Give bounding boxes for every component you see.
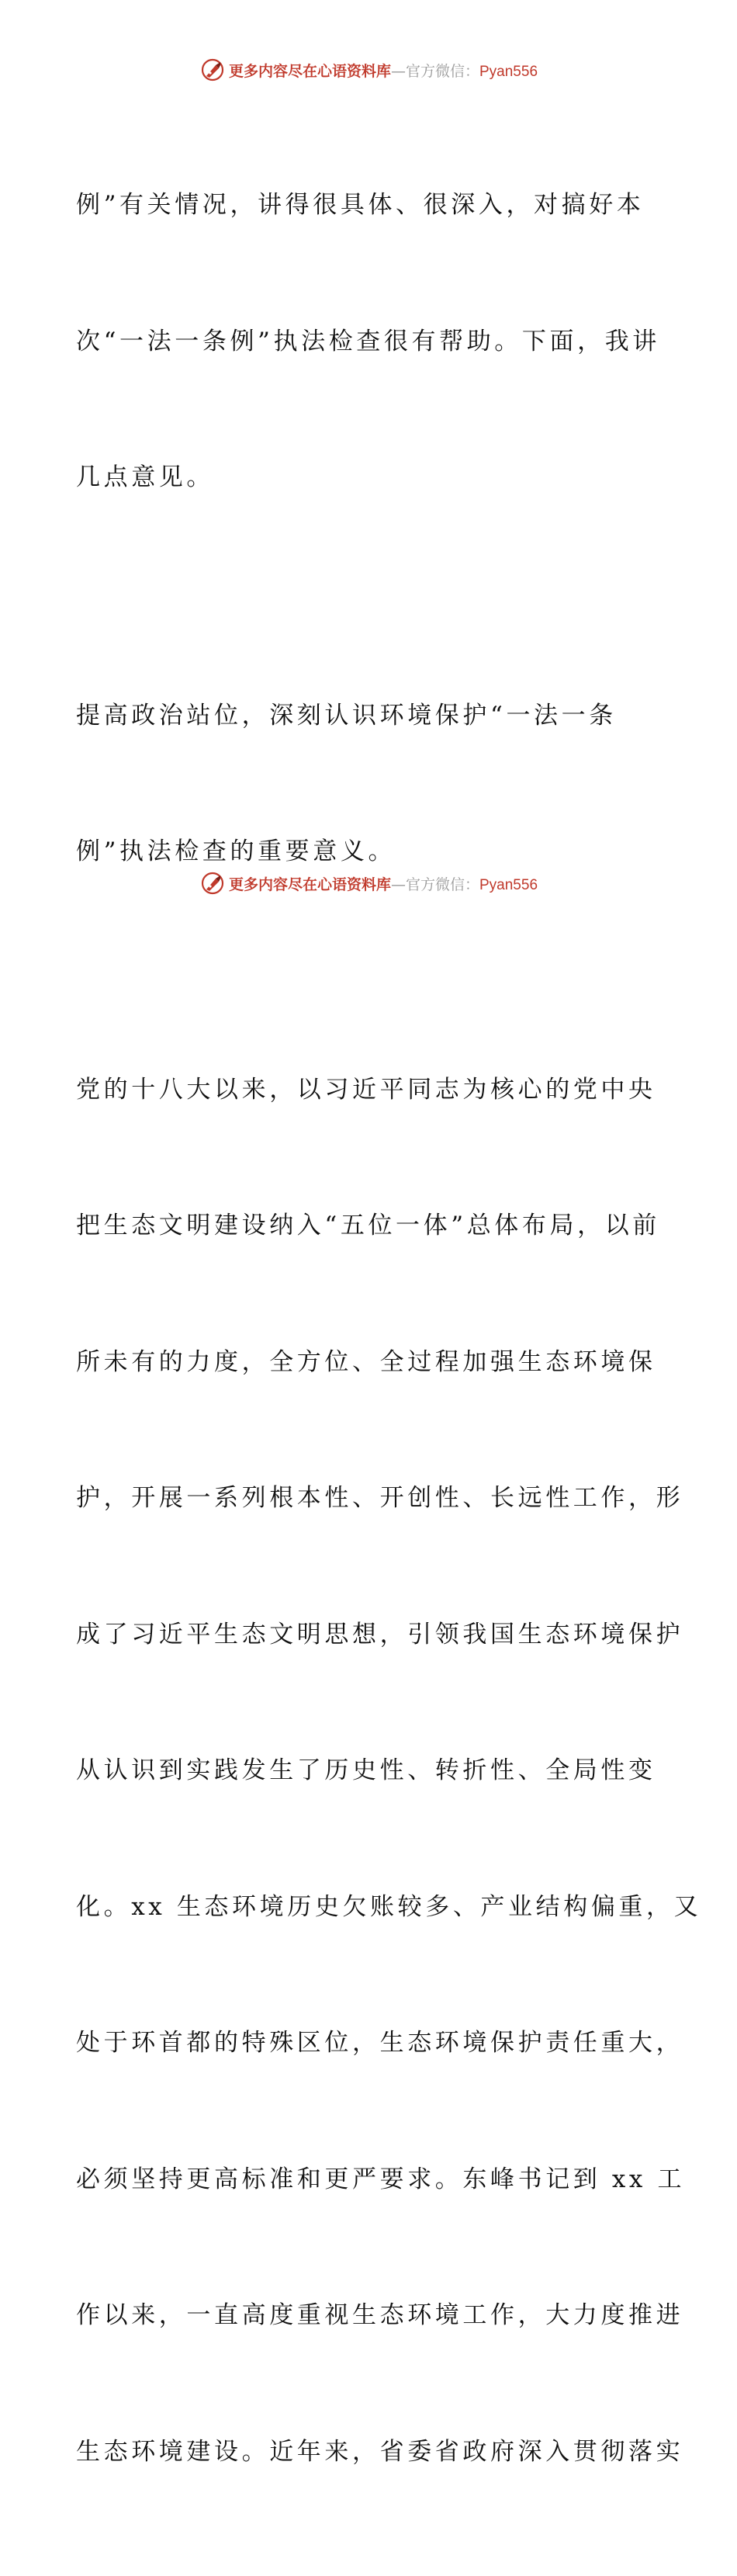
banner-text [229,873,538,894]
text-line: 从认识到实践发生了历史性、转折性、全局性变 [76,1756,656,1784]
paragraph-3 [76,976,702,2566]
text-line: 次“一法一条例”执法检查很有帮助。下面，我讲 [76,327,660,355]
banner-separator: — [390,875,406,893]
text-line: 处于环首都的特殊区位，生态环境保护责任重大， [76,2029,684,2057]
text-line: 几点意见。 [76,463,214,491]
text-line: 必须坚持更高标准和更严要求。东峰书记到 xx 工 [76,2165,686,2193]
footer-banner [0,868,737,899]
banner-wechat-id: Pyan556 [479,876,538,893]
text-line: 化。xx 生态环境历史欠账较多、产业结构偏重，又 [76,1892,702,1921]
banner-wechat-label: 官方微信： [405,875,479,893]
banner-text [229,60,538,81]
text-line: 提高政治站位，深刻认识环境保护“一法一条 [76,701,617,730]
pen-nib-logo-icon [199,57,226,83]
text-line: 例”执法检查的重要意义。 [76,837,396,865]
banner-wechat-label: 官方微信： [405,62,479,80]
text-line: 把生态文明建设纳入“五位一体”总体布局，以前 [76,1212,660,1239]
paragraph-2 [76,602,666,966]
text-line: 所未有的力度，全方位、全过程加强生态环境保 [76,1347,656,1376]
banner-separator: — [390,62,406,80]
banner-brand: 更多内容尽在心语资料库 [228,62,391,80]
banner-brand: 更多内容尽在心语资料库 [228,875,391,893]
banner-wechat-id: Pyan556 [479,63,538,80]
text-line: 护，开展一系列根本性、开创性、长远性工作，形 [76,1484,684,1512]
text-line: 党的十八大以来，以习近平同志为核心的党中央 [76,1075,656,1104]
text-line: 作以来，一直高度重视生态环境工作，大力度推进 [76,2301,684,2329]
text-line: 生态环境建设。近年来，省委省政府深入贯彻落实 [76,2437,684,2466]
pen-nib-logo-icon [199,870,226,896]
text-line: 例”有关情况，讲得很具体、很深入，对搞好本 [76,191,645,219]
text-line: 成了习近平生态文明思想，引领我国生态环境保护 [76,1620,684,1649]
paragraph-1 [76,92,666,591]
document-body [76,92,702,2576]
header-banner [0,54,737,85]
